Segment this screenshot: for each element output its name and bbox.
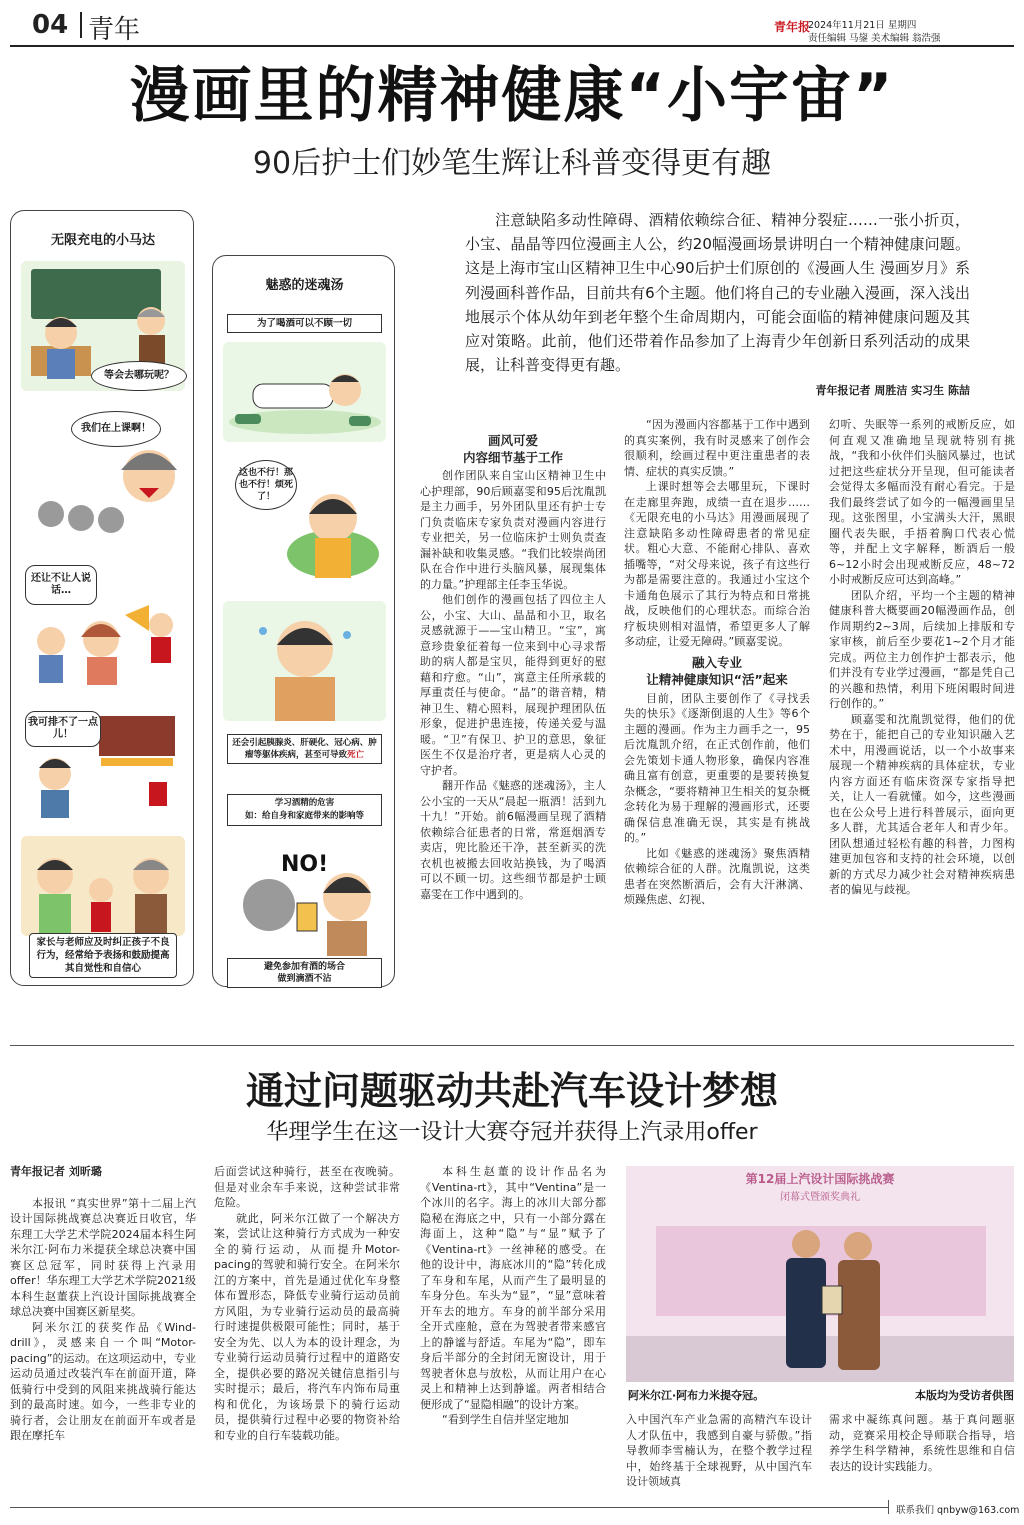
article-2-column-3 <box>420 1164 606 1428</box>
award-photo <box>626 1166 1014 1382</box>
paragraph: 翻开作品《魅惑的迷魂汤》，主人公小宝的一天从“晨起一瓶酒！活到九十九！”开始。前6幅漫画呈现了酒精依赖综合征患者的日常，常逛烟酒专卖店，兜比脸还干净，甚至新买的洗衣机也被搬去回收站换钱，为了喝酒可以不顾一切。这些细节都是护士顾嘉雯在工作中遇到的。 <box>420 779 606 901</box>
paragraph: 本报讯 “真实世界”第十二届上汽设计国际挑战赛总决赛近日收官，华东理工大学艺术学院2024届本科生阿米尔江·阿布力米提获全球总决赛中国赛区总冠军，同时获得上汽录用offer！华东理工大学艺术学院2021级本科生赵董获上汽设计国际挑战赛全球总决赛中国赛区新星奖。 <box>10 1196 196 1318</box>
paragraph: 入中国汽车产业急需的高精汽车设计人才队伍中，我感到自豪与骄傲。”指导教师李雪楠认为，在整个教学过程中，始终基于全球视野，从中国汽车设计领域真 <box>626 1413 812 1488</box>
comic-2-no-text: NO! <box>281 852 329 877</box>
article-divider <box>10 1045 1014 1046</box>
newspaper-logo: 青年报 <box>774 20 811 34</box>
comic-1-frame-family <box>21 836 185 936</box>
article-1-column-1 <box>420 432 606 902</box>
article-1-column-3 <box>829 417 1015 898</box>
editors-line: 责任编辑 马鋆 美术编辑 翁浩强 <box>808 33 941 44</box>
photo-banner-line1: 第12届上汽设计国际挑战赛 <box>745 1172 895 1186</box>
paragraph: 幻听、失眠等一系列的戒断反应，如何直观又准确地呈现就特别有挑战，“我和小伙伴们头脑风暴过，也试过把这些症状分开呈现，但可能读者会觉得太多幅而没有耐心看完。于是我们最终尝试了如今的一幅漫画里呈现。这张图里，小宝满头大汗，黑眼圈代表失眠，手捂着胸口代表心慌等，并配上文字解释，断酒后一般6~12小时会出现戒断反应，48~72小时戒断反应可达到高峰。” <box>829 418 1015 586</box>
paragraph: 阿米尔江的获奖作品《Wind-drill》，灵感来自一个叫“Motor-pacing”的运动。在这项运动中，专业运动员通过改装汽车在前面开道，降低骑行中受到的风阻来挑战骑行能达到的最高时速。如今，一些非专业的骑行者，会让朋友在前面开车或者是跟在摩托车 <box>10 1320 196 1442</box>
comic-1-bubble-queue: 还让不让人说话… <box>25 565 97 605</box>
comic-1-bubble-play: 等会去哪玩呢？ <box>91 361 187 391</box>
article-2-column-5 <box>829 1412 1015 1474</box>
comic-2-caption-learn: 学习酒精的危害 如：给自身和家庭带来的影响等 <box>227 794 382 826</box>
comic-2-frame-sick <box>223 601 386 721</box>
paragraph: 就此，阿米尔江做了一个解决方案，尝试让这种骑行方式成为一种安全的骑行运动，从而提升Motor-pacing的驾驶和骑行安全。在阿米尔江的方案中，首先是通过优化车身整体布置形态，降低专业骑行运动员前方风阻，为专业骑行运动员的最高骑行时速提供极限可能性；同时，基于安全为先、以人为本的设计理念，为专业骑行运动员骑行过程中的道路安全，提供必要的路况关键信息指引与实时提示；最后，将汽车内饰布局重构和优化，为该场景下的骑行运动员，提供骑行过程中必要的物资补给和专业的自行车装载功能。 <box>214 1211 400 1442</box>
comic-1-bubble-class: 我们在上课啊！ <box>71 411 161 447</box>
paragraph: 顾嘉雯和沈胤凯觉得，他们的优势在于，能把自己的专业知识融入艺术中，用漫画说话，以一个小故事来展现一个精神疾病的具体症状，专业内容方面还有临床资深专家指导把关，让人一看就懂。如今，这些漫画也在公众号上进行科普展示，面向更多人群，尤其适合老年人和青少年。团队想通过轻松有趣的科普，力图构建更加包容和支持的社会环境，以创新的方式尽力减少社会对精神疾病患者的偏见与歧视。 <box>829 712 1015 896</box>
paragraph: 他们创作的漫画包括了四位主人公，小宝、大山、晶晶和小卫，取名灵感就源于——宝山精卫。“宝”，寓意珍贵象征着每一位来到中心寻求帮助的病人都是宝贝，能得到更好的慰藉和疗愈。“山”，寓意主任所承载的厚重责任与使命。“晶”的谐音精，精神卫生、精心照料，展现护理团队伍形象，促进护患连接，传递关爱与温暖。“卫”有保卫、护卫的意思，象征医生不仅是治疗者，更是病人心灵的守护者。 <box>420 593 606 777</box>
comic-2-caption-mid <box>227 734 382 764</box>
article-1-subhead-1a: 画风可爱 <box>487 433 538 448</box>
paragraph: 需求中凝练真问题。基于真问题驱动，竞赛采用校企导师联合指导，培养学生科学精神，系统性思维和自信表达的设计实践能力。 <box>829 1413 1015 1473</box>
comic-strip-2 <box>212 255 395 987</box>
comic-2-caption-death: 死亡 <box>347 750 365 760</box>
comic-strip-1 <box>10 210 194 986</box>
masthead <box>0 0 1024 46</box>
article-1-column-2 <box>624 417 810 908</box>
lead-paragraph: 注意缺陷多动性障碍、酒精依赖综合征、精神分裂症……一张小折页，小宝、晶晶等四位漫画主人公，约20幅漫画场景讲明白一个精神健康问题。这是上海市宝山区精神卫生中心90后护士们原创的《漫画人生 漫画岁月》系列漫画科普作品，目前共有6个主题。他们将自己的专业融入漫画，深入浅出地展示个体从幼年到老年整个生命周期内，可能会面临的精神健康问题及其应对策略。此前，他们还带着作品参加了上海青少年创新日系列活动的成果展，让科普变得更有趣。 <box>465 211 970 375</box>
comic-2-frame-drunk <box>223 342 386 442</box>
photo-caption: 阿米尔江·阿布力米提夺冠。 <box>628 1389 765 1402</box>
comic-1-title: 无限充电的小马达 <box>50 233 155 248</box>
subheadline-1: 90后护士们妙笔生辉让科普变得更有趣 <box>252 146 772 181</box>
comic-2-caption-mid-text: 还会引起胰腺炎、肝硬化、冠心病、肿瘤等躯体疾病，甚至可导致 <box>232 738 377 760</box>
headline-1: 漫画里的精神健康“小宇宙” <box>129 61 895 131</box>
subheadline-2: 华理学生在这一设计大赛夺冠并获得上汽录用offer <box>266 1120 758 1145</box>
article-2-column-1 <box>10 1164 196 1444</box>
photo-credit: 本版均为受访者供图 <box>915 1389 1014 1402</box>
article-2-column-2 <box>214 1164 400 1443</box>
date-line: 2024年11月21日 星期四 <box>808 20 917 31</box>
page-number: 04 <box>32 10 69 40</box>
footer-divider <box>888 1500 889 1514</box>
comic-2-caption-bottom: 避免参加有酒的场合 做到滴酒不沾 <box>227 958 382 988</box>
sweating-person-illustration <box>223 601 386 721</box>
paragraph: 上课时想等会去哪里玩，下课时在走廊里奔跑，成绩一直在退步……《无限充电的小马达》用漫画展现了注意缺陷多动性障碍患者的常见症状。粗心大意、不能耐心排队、喜欢插嘴等，“对父母来说，孩子有这些行为都是需要注意的。我通过小宝这个卡通角色展示了其行为特点和日常挑战，反映他们的心理状态。而综合治疗板块则相对温情，希望更多人了解多动症，让爱无障碍。”顾嘉雯说。 <box>624 480 810 648</box>
section-title: 青年 <box>88 15 141 45</box>
footer-contact: 联系我们 qnbyw@163.com <box>896 1505 1020 1516</box>
comic-2-caption-top: 为了喝酒可以不顾一切 <box>227 314 382 333</box>
headline-2: 通过问题驱动共赴汽车设计梦想 <box>245 1069 778 1113</box>
article-2-column-4 <box>626 1412 812 1490</box>
paragraph: “因为漫画内容都基于工作中遇到的真实案例，我有时灵感来了创作会很顺利，绘画过程中更注重患者的表情、症状的真实反馈。” <box>624 418 810 478</box>
paragraph: 团队介绍，平均一个主题的精神健康科普大概要画20幅漫画作品，创作周期约2~3周，后续加上排版和专家审核，前后至少要花1~2个月才能完成。两位主力创作护士都表示，他们并没有专业学过漫画，“都是凭自己的兴趣和热情，利用下班闲暇时间进行创作的。” <box>829 588 1015 710</box>
byline-1: 青年报记者 周胜洁 实习生 陈喆 <box>815 384 970 397</box>
paragraph: “看到学生自信并坚定地加 <box>442 1413 569 1426</box>
comic-2-title: 魅惑的迷魂汤 <box>265 278 344 293</box>
paragraph: 目前，团队主要创作了《寻找丢失的快乐》《逐渐倒退的人生》等6个主题的漫画。作为主力画手之一，95后沈胤凯介绍，在正式创作前，他们会先策划卡通人物形象，确保内容准确且富有创意，更重要的是要转换复杂概念，“要将精神卫生相关的复杂概念转化为易于理解的漫画形式，还要确保信息准确无误，其实是有挑战的。” <box>624 691 810 844</box>
photo-banner-line2: 闭幕式暨颁奖典礼 <box>780 1192 860 1203</box>
bottom-rule <box>10 1507 888 1508</box>
section-divider <box>80 12 82 38</box>
drunk-person-illustration <box>223 342 386 442</box>
paragraph: 后面尝试这种骑行，甚至在夜晚骑。但是对业余车手来说，这种尝试非常危险。 <box>214 1165 400 1209</box>
article-1-subhead-1b: 内容细节基于工作 <box>462 450 563 465</box>
paragraph: 创作团队来自宝山区精神卫生中心护理部，90后顾嘉雯和95后沈胤凯是主力画手，另外团队里还有护士专门负责临床专家负责对漫画内容进行专业把关，另一位临床护士则负责查漏补缺和收集灵感。“我们比较崇尚团队在合作中进行头脑风暴，展现集体的力量。”护理部主任李玉华说。 <box>420 469 606 591</box>
article-1-subhead-2b: 让精神健康知识“活”起来 <box>646 671 788 687</box>
family-praise-illustration <box>21 836 185 936</box>
comic-1-caption-bottom: 家长与老师应及时纠正孩子不良行为，经常给予表扬和鼓励提高其自觉性和自信心 <box>29 933 177 978</box>
comic-2-bubble-dry: 这也不行！那也不行！烦死了！ <box>235 460 297 510</box>
paragraph: 本科生赵董的设计作品名为《Ventina-rt》，其中“Ventina”是一个冰川的名字。海上的冰川大部分都隐秘在海底之中，只有一小部分露在海面上，这种“隐”与“显”赋予了《Ventina-rt》一丝神秘的感受。在他的设计中，海底冰川的“隐”转化成了车身和车尾，从而产生了最明显的车身分色。车头为“显”，“显”意味着开车去的地方。车身的前半部分采用全开式座舱，意在为驾驶者带来感官上的静谧与舒适。车尾为“隐”，即车身后半部分的全封闭无窗设计，用于驾驶者休息与放松，从而让用户在心灵上和精神上达到静谧。两者相结合便形成了“显隐相融”的设计方案。 <box>420 1165 606 1411</box>
comic-1-bubble-wait: 我可排不了一点儿！ <box>25 711 101 747</box>
article-1-subhead-2a: 融入专业 <box>691 654 742 670</box>
top-rule <box>10 45 1014 47</box>
paragraph: 比如《魅惑的迷魂汤》聚焦酒精依赖综合征的人群。沈胤凯说，这类患者在突然断酒后，会有大汗淋漓、烦躁焦虑、幻视、 <box>624 846 810 906</box>
byline-2: 青年报记者 刘昕璐 <box>10 1165 102 1178</box>
